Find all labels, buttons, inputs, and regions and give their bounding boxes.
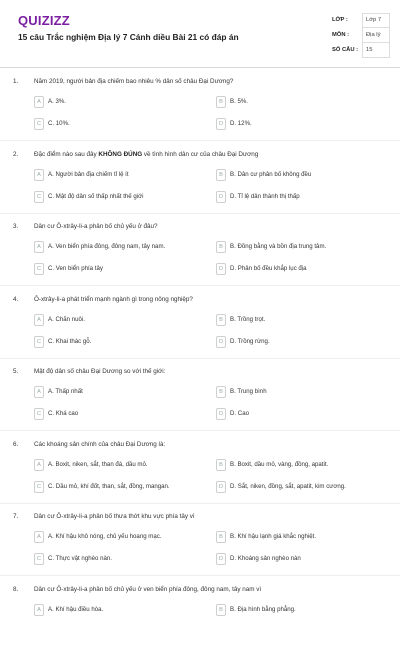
option-text: C. Mật độ dân số thấp nhất thế giới [48,193,143,200]
answer-option[interactable] [34,531,204,543]
option-text: B. Khí hậu lạnh giá khắc nghiệt. [230,533,316,540]
option-text: A. Người bản địa chiếm tỉ lệ ít [48,171,129,178]
option-letter-box[interactable]: C [34,191,44,203]
answer-option[interactable] [34,263,204,275]
option-letter-box[interactable]: D [216,336,226,348]
question-divider [0,358,400,359]
question-divider [0,140,400,141]
answer-option[interactable] [34,96,204,108]
question-text [34,586,384,593]
answer-option[interactable] [216,531,386,543]
meta-label: SỐ CÂU : [332,47,358,53]
question-number: 5. [13,368,18,375]
option-letter-box[interactable]: C [34,263,44,275]
answer-option[interactable] [216,96,386,108]
question-number: 2. [13,151,18,158]
question-text [34,296,384,303]
question-text-part: Dân cư Ô-xtrây-li-a phân bố thưa thớt khu vực phía tây vì [34,513,195,520]
option-text: B. Dân cư phân bố không đều [230,171,311,178]
meta-label: LỚP : [332,17,348,23]
worksheet-header [0,0,400,70]
option-letter-box[interactable]: B [216,96,226,108]
question-divider [0,575,400,576]
option-text: A. Khí hậu điều hòa. [48,606,103,613]
option-text: C. Thực vật nghèo nàn. [48,555,112,562]
option-letter-box[interactable]: A [34,459,44,471]
option-text: D. Khoáng sản nghèo nàn [230,555,301,562]
option-letter-box[interactable]: A [34,241,44,253]
question-text-part: Dân cư Ô-xtrây-li-a phân bố chủ yếu ở đâu? [34,223,158,230]
option-text: C. Khá cao [48,410,78,417]
answer-option[interactable] [216,336,386,348]
question-text-part: Mật độ dân số châu Đại Dương so với thế giới: [34,368,165,375]
option-letter-box[interactable]: C [34,118,44,130]
question-text [34,513,384,520]
option-text: A. Khí hậu khô nóng, chủ yếu hoang mạc. [48,533,162,540]
option-letter-box[interactable]: A [34,604,44,616]
option-text: B. Trung bình [230,388,267,395]
answer-option[interactable] [34,169,204,181]
option-letter-box[interactable]: C [34,336,44,348]
option-text: A. Chăn nuôi. [48,316,85,323]
option-letter-box[interactable]: B [216,459,226,471]
question-list [0,78,400,658]
option-letter-box[interactable]: B [216,314,226,326]
question-divider [0,503,400,504]
answer-option[interactable] [216,241,386,253]
answer-option[interactable] [216,169,386,181]
option-letter-box[interactable]: B [216,531,226,543]
option-letter-box[interactable]: A [34,169,44,181]
question-item [0,151,400,224]
meta-value: Lớp 7 [366,17,381,23]
question-number: 1. [13,78,18,85]
option-letter-box[interactable]: B [216,241,226,253]
question-number: 8. [13,586,18,593]
answer-option[interactable] [216,481,386,493]
question-text-part: Các khoáng sản chính của châu Đại Dương là: [34,441,165,448]
option-text: A. Boxit, niken, sắt, than đá, dầu mỏ. [48,461,148,468]
answer-option[interactable] [216,263,386,275]
quizizz-logo[interactable]: QUIZIZZ [18,13,70,28]
option-letter-box[interactable]: B [216,386,226,398]
answer-option[interactable] [216,553,386,565]
option-letter-box[interactable]: D [216,408,226,420]
option-text: C. Khai thác gỗ. [48,338,91,345]
question-number: 3. [13,223,18,230]
option-letter-box[interactable]: D [216,191,226,203]
meta-row-count [332,43,388,58]
option-letter-box[interactable]: D [216,263,226,275]
question-text-part: Năm 2019, người bản địa chiếm bao nhiêu % dân số châu Đại Dương? [34,78,233,85]
option-letter-box[interactable]: A [34,531,44,543]
option-letter-box[interactable]: D [216,118,226,130]
question-text-part: Ô-xtrây-li-a phát triển mạnh ngành gì trong nông nghiệp? [34,296,193,303]
option-text: B. Trồng trọt. [230,316,265,323]
answer-option[interactable] [216,408,386,420]
option-text: D. Cao [230,410,249,417]
option-text: B. 5%. [230,98,248,105]
option-text: A. Ven biển phía đông, đông nam, tây nam. [48,243,165,250]
option-text: C. 10%. [48,120,70,127]
answer-option[interactable] [216,118,386,130]
answer-option[interactable] [216,459,386,471]
option-letter-box[interactable]: C [34,481,44,493]
option-text: D. Tỉ lệ dân thành thị thấp [230,193,300,200]
option-letter-box[interactable]: A [34,386,44,398]
answer-option[interactable] [34,336,204,348]
question-item [0,223,400,296]
question-divider [0,285,400,286]
option-text: D. Sắt, niken, đồng, sắt, apatit, kim cương. [230,483,346,490]
question-item [0,513,400,586]
option-text: D. Phân bố đều khắp lục địa [230,265,307,272]
option-letter-box[interactable]: C [34,553,44,565]
answer-option[interactable] [34,241,204,253]
answer-option[interactable] [34,553,204,565]
option-letter-box[interactable]: A [34,314,44,326]
question-text [34,368,384,375]
question-number: 4. [13,296,18,303]
answer-option[interactable] [34,481,204,493]
question-text [34,78,384,85]
question-number: 6. [13,441,18,448]
option-letter-box[interactable]: D [216,481,226,493]
answer-option[interactable] [216,386,386,398]
option-text: A. 3%. [48,98,66,105]
option-text: B. Địa hình bằng phẳng. [230,606,296,613]
meta-table [332,13,388,58]
answer-option[interactable] [34,604,204,616]
answer-option[interactable] [34,386,204,398]
answer-option[interactable] [34,459,204,471]
meta-value: 15 [366,47,372,53]
question-item [0,441,400,514]
meta-label: MÔN : [332,32,349,38]
answer-option[interactable] [216,604,386,616]
answer-option[interactable] [34,408,204,420]
question-text-part: về tình hình dân cư của châu Đại Dương [142,151,258,158]
option-text: C. Ven biển phía tây [48,265,103,272]
option-letter-box[interactable]: B [216,169,226,181]
meta-row-subject [332,28,388,43]
question-text-part: Đặc điểm nào sau đây [34,151,98,158]
option-text: B. Boxit, dầu mỏ, vàng, đồng, apatit. [230,461,328,468]
option-letter-box[interactable]: C [34,408,44,420]
header-divider [0,67,400,68]
answer-option[interactable] [216,314,386,326]
question-text [34,441,384,448]
meta-row-grade [332,13,388,28]
option-text: D. 12%. [230,120,252,127]
question-divider [0,213,400,214]
answer-option[interactable] [34,191,204,203]
question-item [0,586,400,658]
option-text: B. Đồng bằng và bồn địa trung tâm. [230,243,326,250]
question-item [0,368,400,441]
answer-option[interactable] [34,314,204,326]
question-text [34,223,384,230]
question-item [0,296,400,369]
question-number: 7. [13,513,18,520]
meta-value: Địa lý [366,32,381,38]
option-letter-box[interactable]: D [216,553,226,565]
option-letter-box[interactable]: B [216,604,226,616]
question-text-emphasis: KHÔNG ĐÚNG [98,151,142,158]
option-text: D. Trồng rừng. [230,338,270,345]
question-text-part: Dân cư Ô-xtrây-li-a phân bố chủ yếu ở ven biển phía đông, đông nam, tây nam vì [34,586,261,593]
question-text [34,151,384,158]
question-divider [0,430,400,431]
question-item [0,78,400,151]
option-letter-box[interactable]: A [34,96,44,108]
option-text: C. Dầu mỏ, khí đốt, than, sắt, đồng, mangan. [48,483,170,490]
answer-option[interactable] [34,118,204,130]
answer-option[interactable] [216,191,386,203]
page-title: 15 câu Trắc nghiệm Địa lý 7 Cánh diều Bài 21 có đáp án [18,32,239,42]
option-text: A. Thấp nhất [48,388,83,395]
